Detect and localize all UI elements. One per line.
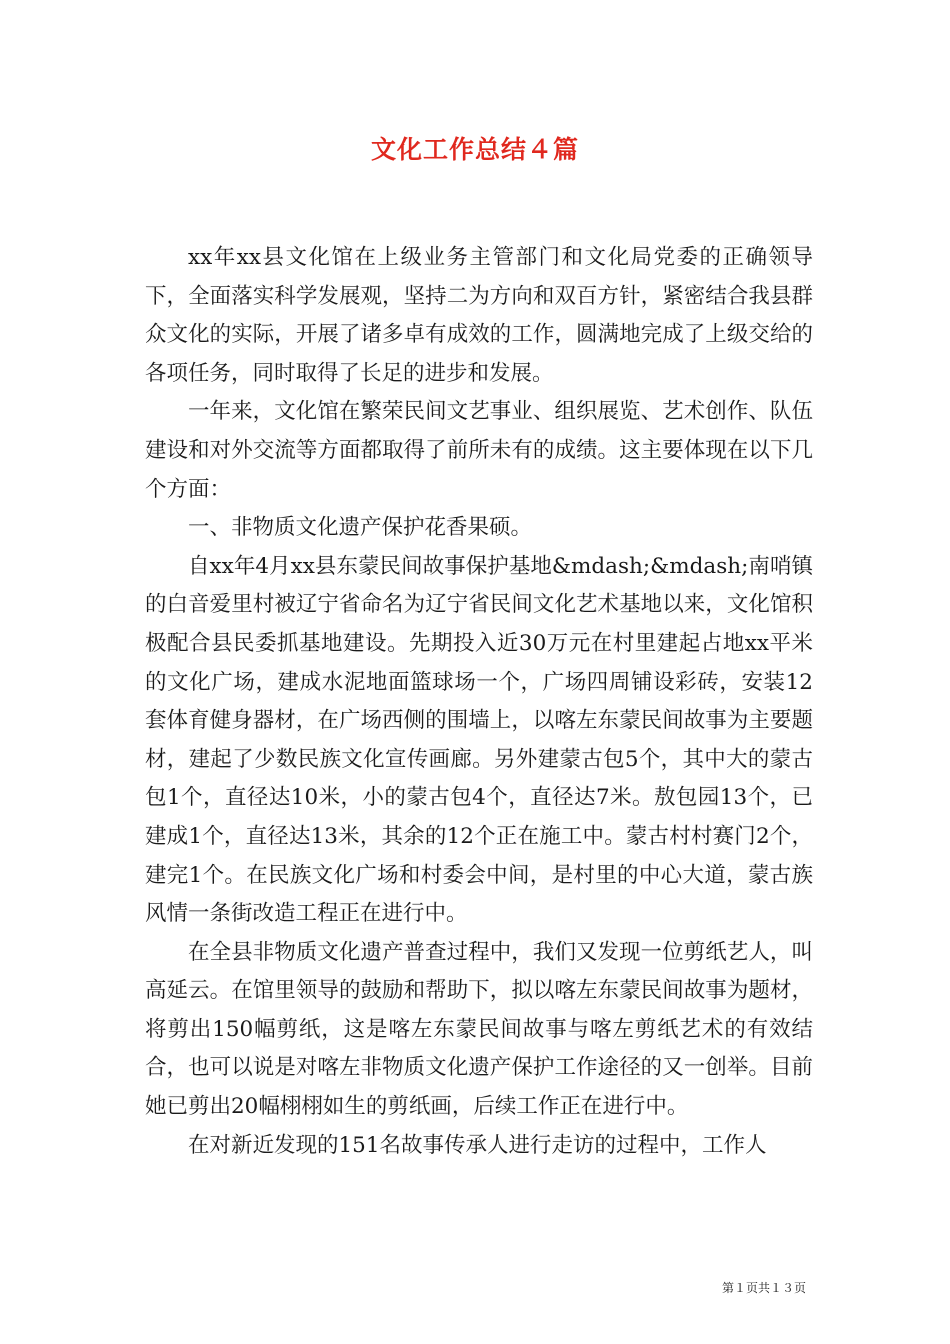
document-title: 文化工作总结４篇 (370, 135, 579, 164)
paragraph: 在全县非物质文化遗产普查过程中，我们又发现一位剪纸艺人，叫高延云。在馆里领导的鼓励和帮助下，拟以喀左东蒙民间故事为题材，将剪出150幅剪纸，这是喀左东蒙民间故事与喀左剪纸艺术的有效结合，也可以说是对喀左非物质文化遗产保护工作途径的又一创举。目前她已剪出20幅栩栩如生的剪纸画，后续工作正在进行中。 (145, 939, 813, 1120)
document-body (145, 239, 813, 1165)
page-number: 第１页共１３页 (721, 1281, 806, 1295)
paragraph: xx年xx县文化馆在上级业务主管部门和文化局党委的正确领导下，全面落实科学发展观，坚持二为方向和双百方针，紧密结合我县群众文化的实际，开展了诸多卓有成效的工作，圆满地完成了上级交给的各项任务，同时取得了长足的进步和发展。 (145, 245, 813, 386)
paragraph: 在对新近发现的151名故事传承人进行走访的过程中，工作人 (188, 1132, 767, 1158)
paragraph: 一年来，文化馆在繁荣民间文艺事业、组织展览、艺术创作、队伍建设和对外交流等方面都取得了前所未有的成绩。这主要体现在以下几个方面： (145, 399, 813, 502)
paragraph: 自xx年4月xx县东蒙民间故事保护基地&mdash;&mdash;南哨镇的白音爱里村被辽宁省命名为辽宁省民间文化艺术基地以来，文化馆积极配合县民委抓基地建设。先期投入近30万元在村里建起占地xx平米的文化广场，建成水泥地面篮球场一个，广场四周铺设彩砖，安装12套体育健身器材，在广场西侧的围墙上，以喀左东蒙民间故事为主要题材，建起了少数民族文化宣传画廊。另外建蒙古包5个，其中大的蒙古包1个，直径达10米，小的蒙古包4个，直径达7米。敖包园13个，已建成1个，直径达13米，其余的12个正在施工中。蒙古村村赛门2个，建完1个。在民族文化广场和村委会中间，是村里的中心大道，蒙古族风情一条街改造工程正在进行中。 (145, 553, 813, 927)
section-heading: 一、非物质文化遗产保护花香果硕。 (188, 515, 533, 541)
